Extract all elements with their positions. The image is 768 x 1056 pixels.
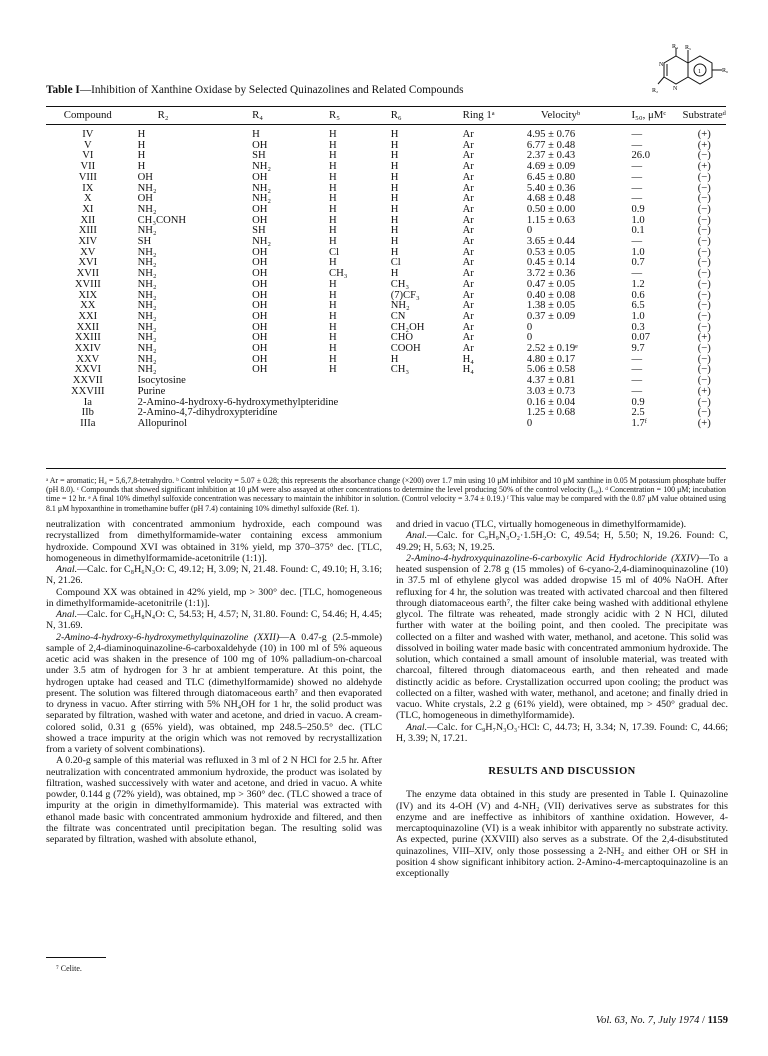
col-header: R₅ [329, 109, 340, 122]
table-cell: (+) [697, 129, 711, 140]
table-cell: H [390, 236, 399, 248]
table-title [46, 84, 464, 96]
table-row [46, 387, 726, 398]
table-cell: 0 [526, 225, 533, 237]
table-cell: H [329, 310, 337, 322]
table-cell: H [137, 161, 146, 173]
table-cell: OH [252, 310, 268, 322]
table-cell: H [329, 150, 337, 162]
table-cell: XVII [76, 268, 99, 280]
table-cell: OH [252, 203, 268, 215]
table-cell: CH₃ [329, 268, 348, 280]
table-cell: — [631, 268, 643, 280]
table-cell: 3.65 ± 0.44 [526, 236, 576, 248]
table-cell: H [329, 353, 337, 365]
table-cell: NH₂ [137, 203, 157, 215]
table-cell: Ar [462, 343, 474, 355]
table-cell: XVI [78, 257, 98, 269]
left-column [46, 519, 382, 845]
results-table [46, 107, 726, 430]
table-cell: — [631, 193, 643, 205]
page-number: 1159 [707, 1015, 728, 1026]
table-cell: 0.7 [631, 257, 645, 269]
table-cell: (−) [697, 300, 711, 312]
table-cell: 0.40 ± 0.08 [526, 289, 576, 301]
table-cell: (−) [697, 203, 711, 215]
table-cell: NH₂ [137, 268, 157, 280]
table-cell: NH₂ [137, 257, 157, 269]
table-cell: — [631, 353, 643, 365]
table-cell: CH₃CONH [137, 214, 187, 226]
table-cell: 4.80 ± 0.17 [526, 353, 576, 365]
table-cell: XI [82, 203, 94, 215]
table-cell: OH [252, 321, 268, 333]
table-cell: (−) [697, 171, 711, 183]
table-cell: NH₂ [252, 161, 272, 173]
table-cell: H [329, 161, 337, 173]
table-cell: (−) [697, 396, 711, 408]
table-cell: NH₂ [137, 246, 157, 258]
table-cell: (−) [697, 246, 711, 258]
table-cell: 26.0 [631, 150, 651, 162]
table-row [46, 419, 726, 430]
table-cell: — [631, 129, 643, 140]
table-cell: — [631, 182, 643, 194]
table-cell: 1.15 ± 0.63 [526, 214, 576, 226]
table-cell: CHO [390, 332, 414, 344]
table-cell: NH₂ [137, 353, 157, 365]
table-cell: H [329, 257, 337, 269]
table-cell: H [329, 343, 337, 355]
table-cell: 4.69 ± 0.09 [526, 161, 576, 173]
table-cell: (−) [697, 407, 711, 419]
table-caption: —Inhibition of Xanthine Oxidase by Selected Quinazolines and Related Compounds [79, 84, 464, 96]
table-cell: H [390, 139, 399, 151]
page-footer: Vol. 63, No. 7, July 1974 / 1159 [595, 1015, 728, 1026]
table-cell: (−) [697, 353, 711, 365]
table-cell: H [252, 129, 260, 140]
table-cell: OH [252, 278, 268, 290]
table-cell: 0.07 [631, 332, 651, 344]
table-cell: 1.0 [631, 310, 645, 322]
table-cell: XVIII [74, 278, 101, 290]
table-cell: H [329, 332, 337, 344]
table-cell: IX [82, 182, 94, 194]
table-cell: (−) [697, 321, 711, 333]
table-cell: OH [252, 139, 268, 151]
label-ring: 1 [698, 69, 701, 75]
table-cell: Ar [462, 225, 474, 237]
table-footnote: ᵃ Ar = aromatic; H₄ = 5,6,7,8-tetrahydro. ᵇ Control velocity = 5.07 ± 0.28; this represents the absorbance change (×200) over 1.7 min using 10 μM inhibitor and 10 μM xanthine in 0.05 M potassium phosphate buffer (pH 8.0). ᶜ Compounds that showed significant inhibition at 10 μM were also assayed at other concentrations to determine the level producing 50% of the control velocity (I₅₀). ᵈ Concentration = 100 μM; incubation time = 12 hr. ᵉ A final 10% dimethyl sulfoxide concentration was necessary to maintain the inhibitor in solution. (Control velocity = 3.74 ± 0.19.) ᶠ This value may be compared with the 0.87 μM value obtained using 8.1 μM hypoxanthine in tromethamine buffer (pH 7.4) containing 10% dimethyl sulfoxide (Ref. 1). [46, 476, 726, 513]
table-cell: H₄ [462, 353, 474, 365]
table-cell: H [329, 171, 337, 183]
table-cell: Ar [462, 257, 474, 269]
table-cell: (−) [697, 364, 711, 376]
table-cell: Ar [462, 300, 474, 312]
table-cell: V [83, 139, 92, 151]
table-cell: XXVII [72, 375, 103, 387]
table-cell: NH₂ [137, 343, 157, 355]
table-cell: OH [252, 268, 268, 280]
paragraph: A 0.20-g sample of this material was refluxed in 3 ml of 2 N HCl for 2.5 hr. After neutralization with concentrated ammonium hydroxide, the product was isolated by filtration, washed successively with water and acetone, and dried in vacuo. A white powder, 0.144 g (72% yield), was obtained, mp > 360° dec. (TLC showed a trace of impurity at the origin in dimethylformamide). This material was extracted with ethanol made basic with concentrated ammonium hydroxide and filtered, and then the filtrate was concentrated until precipitation began. The resulting solid was separated by filtration, washed with absolute ethanol, [46, 755, 382, 845]
label-r5: R₅ [685, 45, 692, 51]
table-cell: — [631, 385, 643, 397]
table-cell: XV [80, 246, 96, 258]
table-cell: — [631, 171, 643, 183]
table-cell: Ar [462, 161, 474, 173]
label-n-bottom: N [673, 86, 678, 92]
table-cell: 5.40 ± 0.36 [526, 182, 576, 194]
table-cell: XXV [76, 353, 100, 365]
table-cell: Ar [462, 182, 474, 194]
table-cell: 5.06 ± 0.58 [526, 364, 576, 376]
table-cell: IIb [81, 407, 94, 419]
table-cell: H [137, 129, 146, 140]
table-cell: XXI [78, 310, 98, 322]
table-cell: Ar [462, 129, 474, 140]
table-cell: H₄ [462, 364, 474, 376]
table-cell: — [631, 364, 643, 376]
table-cell: 1.38 ± 0.05 [526, 300, 576, 312]
table-cell: Ar [462, 289, 474, 301]
table-cell: 2-Amino-4,7-dihydroxypteridine [137, 407, 278, 419]
table-cell: OH [252, 332, 268, 344]
table-cell: SH [252, 150, 266, 162]
table-cell: OH [137, 193, 153, 205]
table-cell: H [390, 193, 399, 205]
table-cell: H [329, 321, 337, 333]
paragraph: Anal.—Calc. for C₈H₆N₃O: C, 49.12; H, 3.09; N, 21.48. Found: C, 49.10; H, 3.16; N, 21.26. [46, 564, 382, 587]
table-cell: 0 [526, 332, 533, 344]
paragraph-label: Anal. [56, 564, 78, 575]
section-heading: RESULTS AND DISCUSSION [488, 766, 636, 777]
table-cell: SH [252, 225, 266, 237]
table-cell: OH [252, 214, 268, 226]
table-cell: Ar [462, 332, 474, 344]
table-cell: OH [252, 353, 268, 365]
table-cell: H [390, 203, 399, 215]
table-cell: CH₃ [390, 278, 410, 290]
table-cell: (−) [697, 214, 711, 226]
table-cell: 1.7ᶠ [631, 417, 647, 429]
table-cell: XXIII [74, 332, 101, 344]
paragraph-label: Anal. [406, 721, 428, 733]
table-cell: H [390, 150, 399, 162]
table-cell: 4.95 ± 0.76 [526, 129, 576, 140]
table-cell: H [390, 161, 399, 173]
table-cell: NH₂ [137, 332, 157, 344]
table-cell: H [329, 225, 337, 237]
table-cell: H [329, 139, 337, 151]
paragraph: Anal.—Calc. for C₈H₈N₄O: C, 54.53; H, 4.57; N, 31.80. Found: C, 54.46; H, 4.45; N, 31.69. [46, 609, 382, 632]
table-cell: (−) [697, 268, 711, 280]
table-header-row [46, 107, 726, 124]
table-cell: H [390, 129, 399, 140]
table-cell: 0.53 ± 0.05 [526, 246, 576, 258]
table-cell: 4.68 ± 0.48 [526, 193, 576, 205]
table-cell: XIII [78, 225, 97, 237]
table-cell: 9.7 [631, 343, 645, 355]
table-cell: 6.77 ± 0.48 [526, 139, 576, 151]
table-cell: XXVIII [71, 385, 105, 397]
col-header: Substrateᵈ [682, 109, 726, 122]
table-row [46, 280, 726, 291]
table-cell: Ar [462, 268, 474, 280]
table-cell: XIX [78, 289, 98, 301]
table-cell: 1.25 ± 0.68 [526, 407, 576, 419]
table-cell: NH₂ [137, 225, 157, 237]
table-cell: Ar [462, 171, 474, 183]
journal-issue: Vol. 63, No. 7, July 1974 [595, 1015, 700, 1026]
table-cell: NH₂ [137, 321, 157, 333]
table-cell: NH₂ [137, 364, 157, 376]
table-cell: — [631, 236, 643, 248]
footnote-rule [46, 957, 106, 958]
table-cell: H [137, 150, 146, 162]
table-cell: (−) [697, 289, 711, 301]
paragraph: The enzyme data obtained in this study are presented in Table I. Quinazoline (IV) and its 4-OH (V) and 4-NH₂ (VII) derivatives serve as substrates for this enzyme and are ineffective as inhibitors of xanthine oxidation. However, 4-mercaptoquinazoline (VI) is a weak inhibitor with apparently no substrate activity. As expected, purine (XXVIII) also serves as a substrate. Of the 2,4-disubstituted quinazolines, VIII–XIV, only those possessing a 2-NH₂ and either OH or SH in position 4 show significant inhibitory action. 2-Amino-4-mercaptoquinazoline is an exceptionally [396, 789, 728, 879]
table-cell: H [390, 171, 399, 183]
table-cell: NH₂ [390, 300, 410, 312]
table-cell: (−) [697, 343, 711, 355]
table-cell: 0.6 [631, 289, 645, 301]
table-row [46, 124, 726, 141]
table-cell: 0.16 ± 0.04 [526, 396, 576, 408]
table-bottom-rule [46, 468, 726, 469]
table-cell: Ia [83, 396, 92, 408]
table-cell: VI [82, 150, 94, 162]
table-label: Table I [46, 84, 80, 96]
table-cell: OH [252, 171, 268, 183]
table-cell: H [390, 268, 399, 280]
table-cell: (−) [697, 150, 711, 162]
table-cell: 0.1 [631, 225, 645, 237]
table-cell: Ar [462, 193, 474, 205]
table-cell: (+) [697, 417, 711, 429]
table-cell: Cl [390, 257, 401, 269]
table-cell: H [390, 225, 399, 237]
table-row [46, 141, 726, 152]
table-cell: H [329, 193, 337, 205]
table-row [46, 173, 726, 184]
table-cell: 3.03 ± 0.73 [526, 385, 576, 397]
table-cell: (−) [697, 310, 711, 322]
table-cell: 0 [526, 417, 533, 429]
table-cell: 0 [526, 321, 533, 333]
table-cell: COOH [390, 343, 421, 355]
table-cell: NH₂ [252, 193, 272, 205]
table-cell: H [329, 300, 337, 312]
table-cell: (7)CF₃ [390, 289, 420, 301]
table-cell: (−) [697, 375, 711, 387]
table-cell: XIV [78, 236, 98, 248]
paragraph-label: 2-Amino-4-hydroxy-6-hydroxymethylquinazoline (XXII) [56, 631, 280, 643]
paragraph: Compound XX was obtained in 42% yield, mp > 300° dec. [TLC, homogeneous in dimethylformamide-acetonitrile (1:1)]. [46, 586, 382, 609]
table-cell: 0.9 [631, 203, 645, 215]
col-header: I₅₀, μMᶜ [631, 109, 667, 122]
table-cell: OH [137, 171, 153, 183]
table-cell: H [390, 182, 399, 194]
table-cell: H [329, 278, 337, 290]
table-cell: Cl [329, 246, 340, 258]
table-cell: OH [252, 289, 268, 301]
table-cell: 0.37 ± 0.09 [526, 310, 576, 322]
table-cell: 0.47 ± 0.05 [526, 278, 576, 290]
table-cell: 1.0 [631, 246, 645, 258]
table-cell: Ar [462, 139, 474, 151]
table-cell: (−) [697, 193, 711, 205]
paragraph: Anal.—Calc. for C₉H₇N₃O₃·HCl: C, 44.73; H, 3.34; N, 17.39. Found: C, 44.66; H, 3.39; N, 17.21. [396, 721, 728, 744]
table-cell: Ar [462, 203, 474, 215]
quinazoline-structure-diagram [648, 42, 740, 102]
table-cell: Ar [462, 246, 474, 258]
col-header: R₄ [252, 109, 264, 122]
table-cell: 3.72 ± 0.36 [526, 268, 576, 280]
paragraph-label: Anal. [56, 609, 78, 620]
table-cell: H [390, 214, 399, 226]
table-cell: 2.37 ± 0.43 [526, 150, 576, 162]
label-r2: R₂ [652, 88, 659, 94]
table-cell: (−) [697, 182, 711, 194]
table-cell: Ar [462, 278, 474, 290]
table-cell: XX [80, 300, 96, 312]
table-cell: OH [252, 300, 268, 312]
table-cell: Purine [137, 385, 166, 397]
table-cell: NH₂ [137, 289, 157, 301]
table-cell: H [329, 236, 337, 248]
right-column [396, 519, 728, 879]
table-cell: (−) [697, 236, 711, 248]
table-cell: Isocytosine [137, 375, 186, 387]
table-cell: Ar [462, 321, 474, 333]
table-cell: H [329, 214, 337, 226]
table-cell: SH [137, 236, 152, 248]
table-cell: 0.3 [631, 321, 645, 333]
table-cell: H [329, 129, 337, 140]
table-cell: (−) [697, 278, 711, 290]
table-cell: (+) [697, 385, 711, 397]
table-cell: XXVI [74, 364, 102, 376]
table-cell: OH [252, 364, 268, 376]
table-cell: 2.5 [631, 407, 645, 419]
table-cell: CH₂OH [390, 321, 425, 333]
paragraph: and dried in vacuo (TLC, virtually homogeneous in dimethylformamide). [396, 519, 687, 530]
table-cell: NH₂ [137, 300, 157, 312]
col-header: R₆ [390, 109, 402, 122]
table-cell: NH₂ [137, 182, 157, 194]
table-cell: CH₃ [390, 364, 410, 376]
paragraph-label: 2-Amino-4-hydroxyquinazoline-6-carboxylic Acid Hydrochloride (XXIV) [406, 552, 700, 564]
table-cell: XXII [76, 321, 99, 333]
table-cell: H [390, 246, 399, 258]
table-cell: H [137, 139, 146, 151]
table-cell: 6.5 [631, 300, 645, 312]
table-cell: OH [252, 246, 268, 258]
table-cell: OH [252, 257, 268, 269]
table-cell: (+) [697, 139, 711, 151]
col-header: Ring 1ᵃ [462, 109, 495, 122]
table-cell: 2.52 ± 0.19ᵉ [526, 343, 578, 355]
footnote-celite: ⁷ Celite. [56, 964, 82, 973]
paragraph: 2-Amino-4-hydroxyquinazoline-6-carboxylic Acid Hydrochloride (XXIV)—To a heated suspension of 2.78 g (15 mmoles) of 6-cyano-2,4-diaminoquinazoline (10) in 37.5 ml of ethylene glycol was added dropwise 15 ml of 40% NaOH. After refluxing for 4 hr, the solution was treated with activated charcoal and then filtered through diatomaceous earth⁷, the filter cake being washed with additional ethylene glycol. The filtrate was reheated, made strongly acidic with 2 N HCl, diluted further with water at the boiling point, and then cooled. The precipitate was collected on a filter and washed with water, methanol, and acetone. This solid was dissolved in boiling water made basic with concentrated ammonium hydroxide. The solution, which contained a small amount of insoluble material, was treated with charcoal, filtered through diatomaceous earth, and then reheated and made distinctly acidic as before. Crystallization occurred upon cooling; the product was collected on a filter, washed with water, methanol, and acetone; and finally dried in vacuo. White crystals, 2.2 g (61% yield), were obtained, mp > 450° gradual dec. (TLC, homogeneous in dimethylformamide). [396, 552, 728, 722]
col-header: Compound [63, 109, 112, 122]
table-cell: (+) [697, 161, 711, 173]
table-cell: Ar [462, 236, 474, 248]
table-row [46, 151, 726, 162]
paragraph-label: Anal. [406, 530, 428, 542]
col-header: R₂ [157, 109, 169, 122]
table-cell: NH₂ [252, 182, 272, 194]
table-cell: XXIV [74, 343, 102, 355]
table-cell: Ar [462, 214, 474, 226]
table-cell: NH₂ [252, 236, 272, 248]
table-cell: H [329, 203, 337, 215]
table-cell: VII [80, 161, 96, 173]
table-cell: X [83, 193, 92, 205]
table-cell: 2-Amino-4-hydroxy-6-hydroxymethylpteridine [137, 396, 339, 408]
table-cell: 1.2 [631, 278, 645, 290]
table-cell: H [329, 364, 337, 376]
table-cell: Allopurinol [137, 417, 188, 429]
table-cell: H [390, 353, 399, 365]
label-r6: R₆ [722, 68, 729, 74]
table-cell: CN [390, 310, 406, 322]
col-header: Velocityᵇ [540, 109, 581, 122]
table-cell: 6.45 ± 0.80 [526, 171, 576, 183]
paragraph: Anal.—Calc. for C₉H₉N₃O₂·1.5H₂O: C, 49.54; H, 5.50; N, 19.26. Found: C, 49.29; H, 5.63; N, 19.25. [396, 530, 728, 553]
table-cell: (−) [697, 257, 711, 269]
table-cell: H [329, 182, 337, 194]
paragraph: neutralization with concentrated ammonium hydroxide, each compound was recrystallized from dimethylformamide-water containing excess ammonium hydroxide. Compound XVI was obtained in 31% yield, mp 370–375° dec. [TLC, homogeneous in dimethylformamide-acetonitrile (1:1)]. [46, 519, 382, 564]
table-body [46, 124, 726, 430]
table-cell: XII [80, 214, 96, 226]
table-cell: NH₂ [137, 310, 157, 322]
table-cell: VIII [78, 171, 97, 183]
paragraph: 2-Amino-4-hydroxy-6-hydroxymethylquinazoline (XXII)—A 0.47-g (2.5-mmole) sample of 2,4-diaminoquinazoline-6-carboxaldehyde (10) in 100 ml of 5% aqueous acetic acid was shaken in the presence of 100 mg of 10% palladium-on-charcoal under 3.5 atm of hydrogen for 3 hr at ambient temperature. At this point, the hydrogen uptake had ceased and TLC (dimethylformamide) showed no aldehyde present. The solution was filtered through diatomaceous earth⁷ and then evaporated to dryness in vacuo. After stirring with 5% NH₄OH for 1 hr, the solid product was separated by filtration, washed with water and acetone, and dried in vacuo. A cream-colored solid, 0.31 g (65% yield), was obtained, mp 248.5–250.5° dec. (TLC showed a trace impurity at the origin which was not removed by recrystallization from a variety of solvent combinations). [46, 631, 382, 755]
label-n-top: N [659, 62, 664, 68]
label-r4: R₄ [672, 44, 679, 50]
table-cell: Ar [462, 150, 474, 162]
table-cell: IIIa [80, 417, 96, 429]
table-cell: (+) [697, 332, 711, 344]
table-cell: Ar [462, 310, 474, 322]
table-cell: — [631, 139, 643, 151]
table-cell: IV [82, 129, 94, 140]
table-cell: 1.0 [631, 214, 645, 226]
table-cell: 0.9 [631, 396, 645, 408]
table-cell: (−) [697, 225, 711, 237]
table-cell: OH [252, 343, 268, 355]
table-cell: — [631, 375, 643, 387]
table-cell: — [631, 161, 643, 173]
table-cell: 0.45 ± 0.14 [526, 257, 576, 269]
table-cell: 0.50 ± 0.00 [526, 203, 576, 215]
table-cell: NH₂ [137, 278, 157, 290]
table-cell: 4.37 ± 0.81 [526, 375, 576, 387]
table-cell: H [329, 289, 337, 301]
